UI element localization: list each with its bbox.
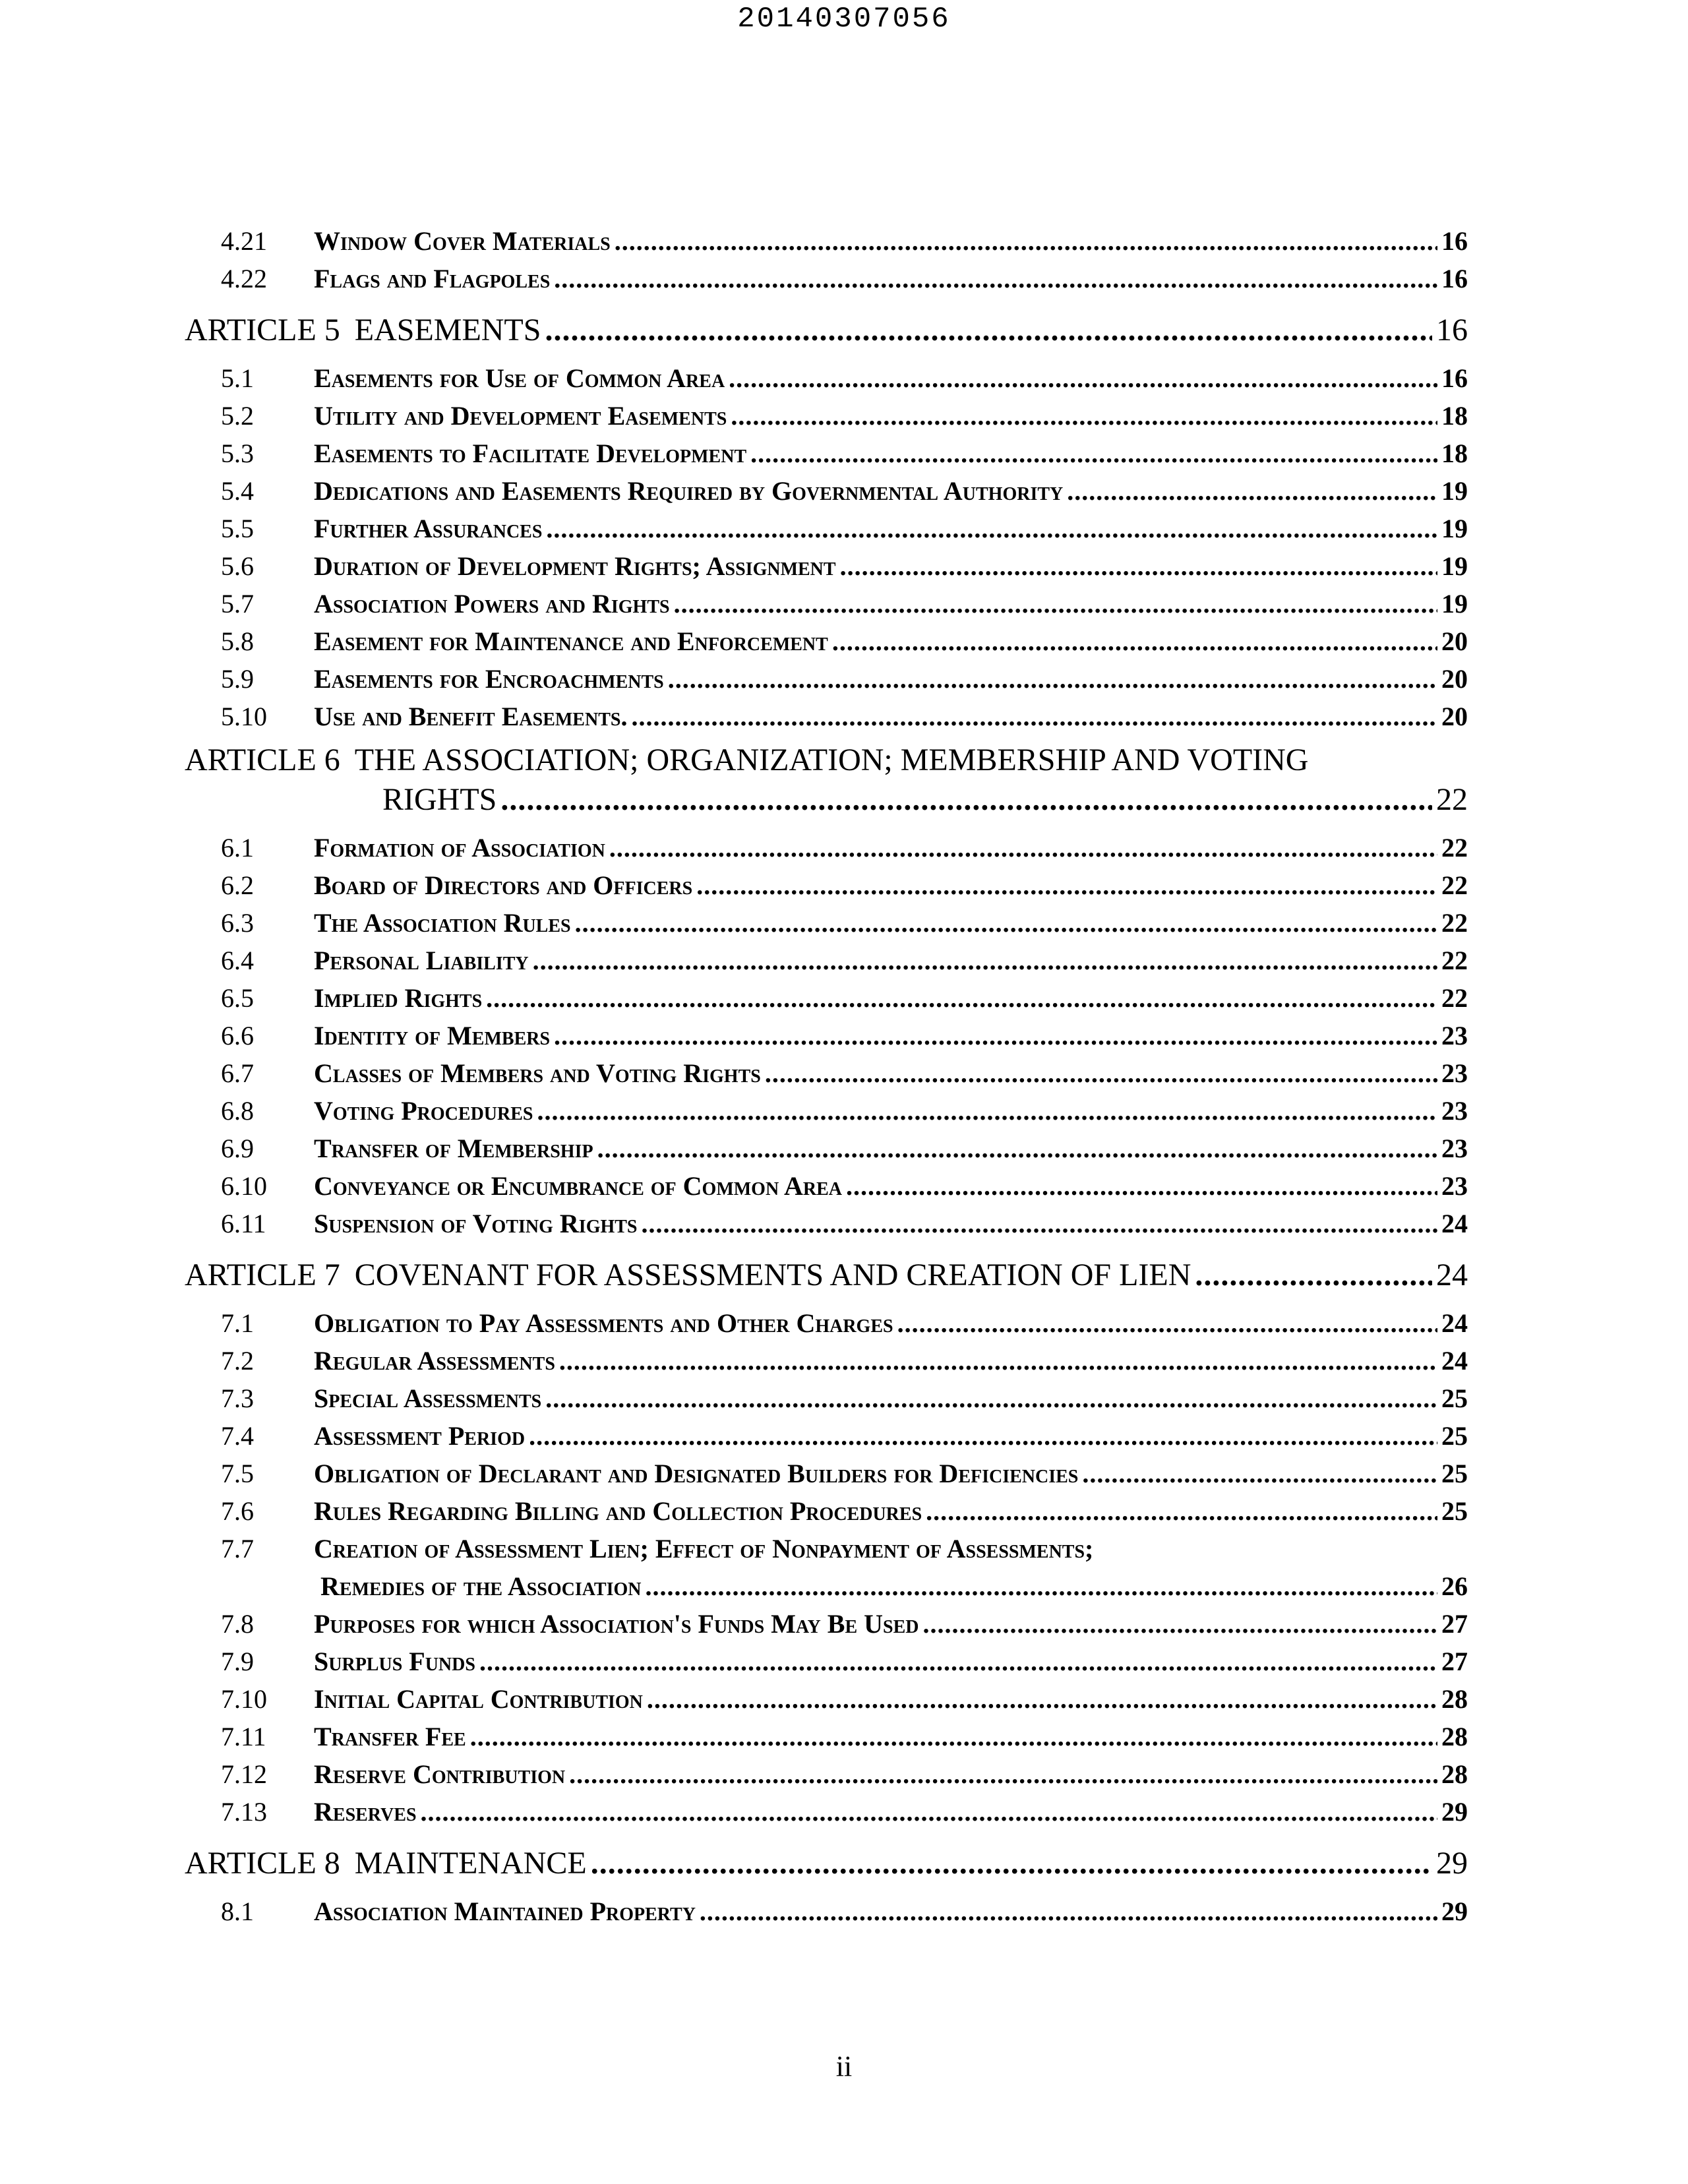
- section-number: 7.13: [221, 1797, 267, 1827]
- page-number: 27: [1441, 1609, 1468, 1639]
- page-number: 19: [1441, 476, 1468, 506]
- toc-entry[interactable]: [185, 431, 1468, 469]
- section-title-continued: Remedies of the Association: [320, 1571, 642, 1601]
- page-number: 25: [1441, 1496, 1468, 1526]
- leader-dots: [546, 513, 1437, 544]
- section-title: Obligation to Pay Assessments and Other Charges: [314, 1308, 893, 1338]
- article-heading[interactable]: [185, 741, 1468, 818]
- section-number: 7.8: [221, 1609, 254, 1639]
- section-title: Creation of Assessment Lien; Effect of Nonpayment of Assessments;: [314, 1534, 1094, 1563]
- toc-entry[interactable]: [185, 1677, 1468, 1714]
- section-title: Easements for Use of Common Area: [314, 363, 725, 393]
- page-number: 19: [1441, 551, 1468, 581]
- toc-entry[interactable]: [185, 1602, 1468, 1639]
- section-number: 5.2: [221, 401, 254, 431]
- toc-entry[interactable]: [185, 1051, 1468, 1089]
- leader-dots: [668, 663, 1437, 694]
- section-title: Easements to Facilitate Development: [314, 439, 747, 468]
- toc-entry[interactable]: [185, 976, 1468, 1014]
- page-number: 18: [1441, 401, 1468, 431]
- page-number: 20: [1441, 626, 1468, 656]
- section-title: Obligation of Declarant and Designated Builders for Deficiencies: [314, 1459, 1079, 1488]
- leader-dots: [545, 1383, 1437, 1414]
- section-title: Use and Benefit Easements.: [314, 702, 628, 731]
- section-number: 7.3: [221, 1383, 254, 1413]
- section-title: Easement for Maintenance and Enforcement: [314, 626, 828, 656]
- section-number: 6.1: [221, 833, 254, 863]
- page-number: 20: [1441, 702, 1468, 731]
- section-title: Voting Procedures: [314, 1096, 533, 1126]
- leader-dots: [479, 1646, 1437, 1677]
- section-number: 7.11: [221, 1722, 266, 1751]
- section-title: The Association Rules: [314, 908, 571, 938]
- page-number: 22: [1441, 870, 1468, 900]
- page-number: 29: [1436, 1846, 1468, 1881]
- page-number: 19: [1441, 514, 1468, 543]
- toc-entry[interactable]: [185, 826, 1468, 863]
- article6-sections: [185, 826, 1468, 1239]
- article-label: ARTICLE 5: [185, 313, 340, 348]
- article-title-continued: RIGHTS: [382, 782, 497, 817]
- section-title: Classes of Members and Voting Rights: [314, 1058, 761, 1088]
- section-number: 6.10: [221, 1171, 267, 1201]
- leader-dots: [615, 226, 1437, 257]
- page-footer-number: ii: [835, 2050, 853, 2082]
- page-number: 20: [1441, 664, 1468, 694]
- page-number: 22: [1441, 833, 1468, 863]
- leader-dots: [569, 1759, 1437, 1790]
- leader-dots: [750, 438, 1437, 469]
- article7-sections: [185, 1301, 1468, 1827]
- section-number: 7.2: [221, 1346, 254, 1376]
- page-number: 25: [1441, 1421, 1468, 1451]
- toc-entry[interactable]: [185, 901, 1468, 938]
- leader-dots: [765, 1058, 1437, 1089]
- toc-entry[interactable]: [185, 1714, 1468, 1752]
- leader-dots: [846, 1170, 1437, 1201]
- page-number: 24: [1436, 1258, 1468, 1292]
- page-number: 16: [1441, 226, 1468, 256]
- toc-entry[interactable]: [185, 1339, 1468, 1376]
- toc-entry[interactable]: [185, 1790, 1468, 1827]
- section-title: Reserves: [314, 1797, 417, 1827]
- article5-sections: [185, 356, 1468, 732]
- section-title: Personal Liability: [314, 946, 529, 975]
- article-label: ARTICLE 7: [185, 1258, 340, 1292]
- section-number: 6.8: [221, 1096, 254, 1126]
- toc-entry[interactable]: [185, 506, 1468, 544]
- leader-dots: [1067, 475, 1437, 506]
- leader-dots: [554, 263, 1437, 294]
- page-number: 23: [1441, 1096, 1468, 1126]
- section-number: 7.10: [221, 1684, 267, 1714]
- section-number: 5.1: [221, 363, 254, 393]
- page-number: 22: [1441, 946, 1468, 975]
- section-number: 6.3: [221, 908, 254, 938]
- leader-dots: [700, 1896, 1437, 1927]
- article-label: ARTICLE 8: [185, 1846, 340, 1881]
- section-number: 8.1: [221, 1896, 254, 1926]
- section-title: Special Assessments: [314, 1383, 542, 1413]
- section-number: 5.10: [221, 702, 267, 731]
- section-number: 6.5: [221, 983, 254, 1013]
- page-number: 16: [1436, 313, 1468, 348]
- leader-dots: [922, 1608, 1437, 1639]
- section-title: Flags and Flagpoles: [314, 264, 551, 293]
- page-number: 29: [1441, 1797, 1468, 1827]
- leader-dots: [631, 701, 1437, 732]
- section-number: 7.9: [221, 1647, 254, 1676]
- page-number: 22: [1441, 908, 1468, 938]
- leader-dots: [1082, 1458, 1437, 1489]
- section-number: 5.3: [221, 439, 254, 468]
- section-title: Dedications and Easements Required by Governmental Authority: [314, 476, 1064, 506]
- section-number: 7.6: [221, 1496, 254, 1526]
- page-number: 29: [1441, 1896, 1468, 1926]
- section-title: Window Cover Materials: [314, 226, 611, 256]
- section-title: Utility and Development Easements: [314, 401, 727, 431]
- section-title: Transfer Fee: [314, 1722, 466, 1751]
- leader-dots: [696, 870, 1437, 901]
- section-title: Purposes for which Association's Funds May Be Used: [314, 1609, 919, 1639]
- leader-dots: [554, 1020, 1437, 1051]
- article-title: EASEMENTS: [354, 313, 541, 348]
- toc-entry[interactable]: [185, 1201, 1468, 1239]
- page-number: 16: [1441, 363, 1468, 393]
- section-number: 6.2: [221, 870, 254, 900]
- section-title: Initial Capital Contribution: [314, 1684, 643, 1714]
- toc-entry[interactable]: [185, 1301, 1468, 1339]
- toc-entry[interactable]: [185, 1126, 1468, 1164]
- section-number: 5.4: [221, 476, 254, 506]
- section-title: Rules Regarding Billing and Collection Procedures: [314, 1496, 922, 1526]
- section-title: Association Maintained Property: [314, 1896, 696, 1926]
- toc-entry[interactable]: [185, 544, 1468, 582]
- document-number: 20140307056: [737, 3, 951, 36]
- section-title: Assessment Period: [314, 1421, 526, 1451]
- section-number: 7.12: [221, 1759, 267, 1789]
- section-title: Transfer of Membership: [314, 1134, 593, 1163]
- toc-entry[interactable]: [185, 394, 1468, 431]
- section-number: 7.7: [221, 1534, 254, 1563]
- section-number: 6.7: [221, 1058, 254, 1088]
- page-number: 26: [1441, 1571, 1468, 1601]
- article-title: COVENANT FOR ASSESSMENTS AND CREATION OF LIEN: [354, 1258, 1191, 1292]
- section-title: Surplus Funds: [314, 1647, 475, 1676]
- section-number: 5.5: [221, 514, 254, 543]
- article-title: MAINTENANCE: [354, 1846, 587, 1881]
- leader-dots: [575, 907, 1437, 938]
- page-number: 24: [1441, 1346, 1468, 1376]
- section-number: 5.9: [221, 664, 254, 694]
- leader-dots: [559, 1345, 1437, 1376]
- article-heading[interactable]: [185, 1239, 1468, 1293]
- leader-dots: [731, 400, 1437, 431]
- section-title: Regular Assessments: [314, 1346, 555, 1376]
- section-title: Board of Directors and Officers: [314, 870, 693, 900]
- toc-entry[interactable]: [185, 1089, 1468, 1126]
- toc-entry[interactable]: [185, 938, 1468, 976]
- page-number: 18: [1441, 439, 1468, 468]
- leader-dots: [832, 626, 1437, 657]
- leader-dots: [897, 1308, 1437, 1339]
- leader-dots: [609, 832, 1437, 863]
- table-of-contents: [185, 219, 1468, 1927]
- section-number: 7.4: [221, 1421, 254, 1451]
- leader-dots: [645, 1571, 1437, 1602]
- section-number: 5.6: [221, 551, 254, 581]
- page-number: 24: [1441, 1308, 1468, 1338]
- toc-entry[interactable]: [185, 1164, 1468, 1201]
- page-number: 28: [1441, 1722, 1468, 1751]
- toc-entry[interactable]: [185, 582, 1468, 619]
- leader-dots: [597, 1133, 1437, 1164]
- toc-entry[interactable]: [185, 1889, 1468, 1927]
- article8-sections: [185, 1889, 1468, 1927]
- section-number: 4.22: [221, 264, 267, 293]
- toc-entry[interactable]: [185, 1376, 1468, 1414]
- leader-dots: [647, 1684, 1437, 1714]
- page-number: 23: [1441, 1058, 1468, 1088]
- section-title: Identity of Members: [314, 1021, 551, 1050]
- leader-dots: [486, 983, 1437, 1014]
- page-number: 23: [1441, 1021, 1468, 1050]
- section-number: 7.1: [221, 1308, 254, 1338]
- leader-dots: [591, 1845, 1432, 1881]
- leader-dots: [1195, 1257, 1432, 1293]
- section-number: 5.8: [221, 626, 254, 656]
- article-heading[interactable]: [185, 294, 1468, 348]
- article-title: THE ASSOCIATION; ORGANIZATION; MEMBERSHIP AND VOTING: [354, 743, 1309, 777]
- page-number: 25: [1441, 1459, 1468, 1488]
- leader-dots: [840, 551, 1437, 582]
- leader-dots: [545, 312, 1432, 348]
- toc-entry[interactable]: [185, 1451, 1468, 1489]
- toc-entry[interactable]: [185, 694, 1468, 732]
- toc-entry[interactable]: [185, 863, 1468, 901]
- section-title: Reserve Contribution: [314, 1759, 566, 1789]
- leader-dots: [926, 1496, 1437, 1527]
- page-number: 28: [1441, 1759, 1468, 1789]
- page-number: 22: [1441, 983, 1468, 1013]
- toc-entry[interactable]: [185, 657, 1468, 694]
- section-number: 6.6: [221, 1021, 254, 1050]
- page-number: 27: [1441, 1647, 1468, 1676]
- toc-entry[interactable]: [185, 1639, 1468, 1677]
- section-title: Easements for Encroachments: [314, 664, 664, 694]
- leader-dots: [500, 781, 1432, 818]
- section-title: Further Assurances: [314, 514, 543, 543]
- section-number: 5.7: [221, 589, 254, 619]
- page-number: 19: [1441, 589, 1468, 619]
- section-title: Conveyance or Encumbrance of Common Area: [314, 1171, 842, 1201]
- leader-dots: [729, 363, 1437, 394]
- toc-entry[interactable]: [185, 1752, 1468, 1790]
- toc-entry[interactable]: [185, 219, 1468, 257]
- toc-entry[interactable]: [185, 469, 1468, 506]
- section-title: Suspension of Voting Rights: [314, 1209, 638, 1238]
- article-heading[interactable]: [185, 1827, 1468, 1881]
- leader-dots: [533, 945, 1437, 976]
- page-number: 23: [1441, 1171, 1468, 1201]
- toc-entry[interactable]: [185, 1489, 1468, 1527]
- page-number: 28: [1441, 1684, 1468, 1714]
- page-number: 25: [1441, 1383, 1468, 1413]
- leader-dots: [529, 1420, 1437, 1451]
- leader-dots: [421, 1796, 1437, 1827]
- page-number: 22: [1436, 782, 1468, 817]
- leader-dots: [470, 1721, 1437, 1752]
- leader-dots: [537, 1095, 1437, 1126]
- section-number: 6.9: [221, 1134, 254, 1163]
- toc-entry[interactable]: [185, 1414, 1468, 1451]
- toc-entry[interactable]: [185, 356, 1468, 394]
- section-number: 6.4: [221, 946, 254, 975]
- section-title: Implied Rights: [314, 983, 483, 1013]
- page-number: 23: [1441, 1134, 1468, 1163]
- toc-entry[interactable]: [185, 1014, 1468, 1051]
- page-number: 24: [1441, 1209, 1468, 1238]
- section-number: 6.11: [221, 1209, 266, 1238]
- article-label: ARTICLE 6: [185, 743, 340, 777]
- toc-entry[interactable]: [185, 257, 1468, 294]
- leader-dots: [674, 588, 1437, 619]
- leader-dots: [642, 1208, 1438, 1239]
- toc-entry[interactable]: [185, 619, 1468, 657]
- section-title: Duration of Development Rights; Assignment: [314, 551, 836, 581]
- section-title: Association Powers and Rights: [314, 589, 670, 619]
- section-title: Formation of Association: [314, 833, 605, 863]
- section-number: 4.21: [221, 226, 267, 256]
- section-number: 7.5: [221, 1459, 254, 1488]
- page-number: 16: [1441, 264, 1468, 293]
- toc-entry[interactable]: [185, 1527, 1468, 1602]
